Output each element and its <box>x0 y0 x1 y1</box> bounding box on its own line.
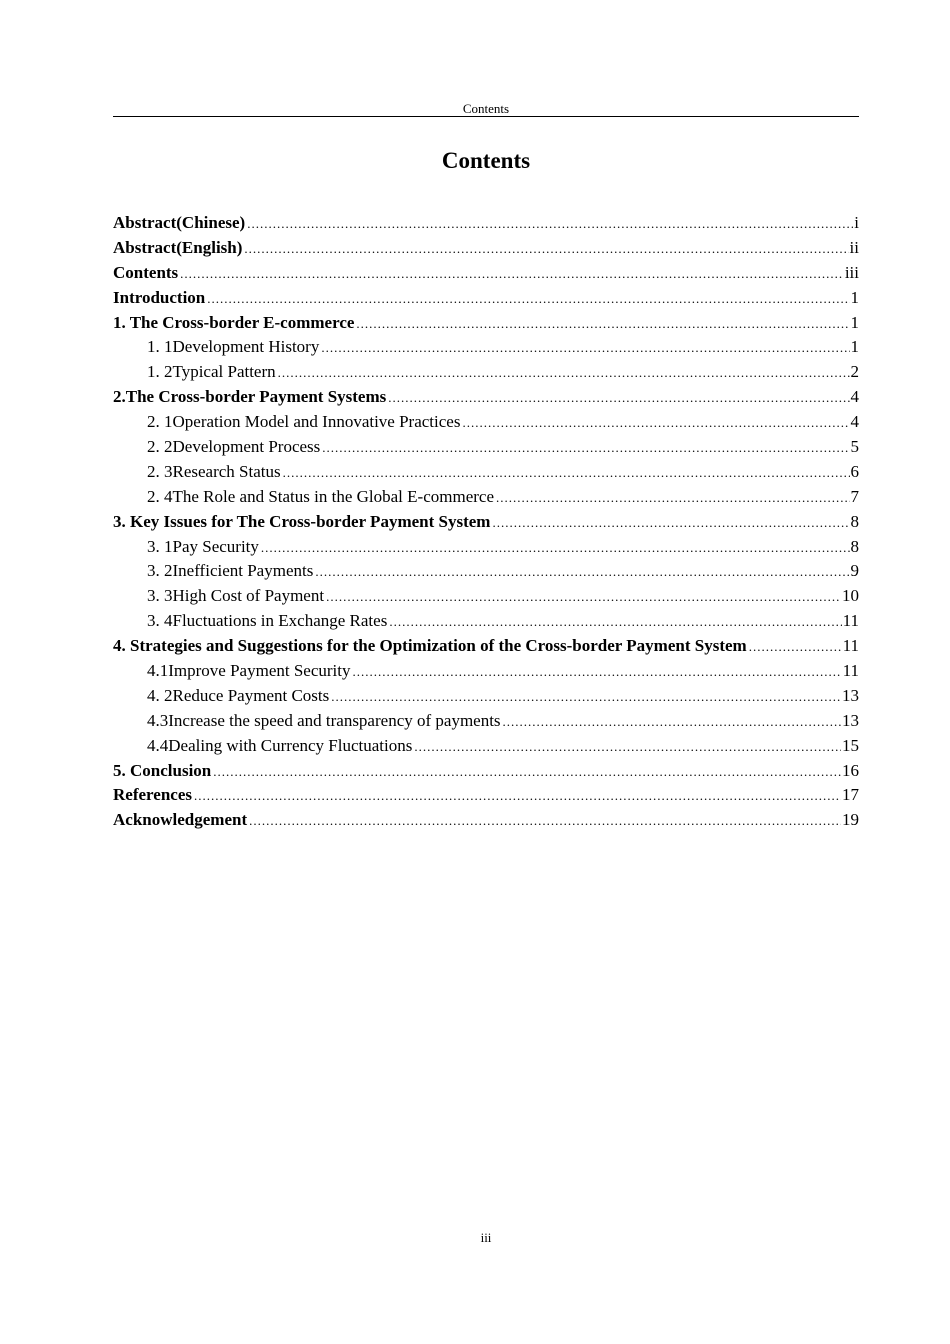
toc-entry-label: 2. 2Development Process <box>147 437 321 457</box>
toc-entry-page: 8 <box>850 536 859 556</box>
toc-dot-leader <box>326 585 841 610</box>
toc-dot-leader <box>213 760 841 785</box>
toc-entry-label: Abstract(English) <box>113 237 243 257</box>
toc-entry-chapter[interactable] <box>113 510 859 535</box>
toc-dot-leader <box>356 312 849 337</box>
running-header: Contents <box>462 101 510 116</box>
toc-dot-leader <box>249 809 841 834</box>
toc-entry-label: 4. 2Reduce Payment Costs <box>147 685 330 705</box>
toc-entry-label: 5. Conclusion <box>113 760 212 780</box>
toc-entry-page: iii <box>844 262 859 282</box>
toc-entry-page: 11 <box>842 611 859 631</box>
toc-entry-chapter[interactable] <box>113 261 859 286</box>
toc-entry-label: 3. 3High Cost of Payment <box>147 586 325 606</box>
toc-dot-leader <box>247 212 853 237</box>
toc-entry-chapter[interactable] <box>113 759 859 784</box>
toc-entry-section[interactable] <box>113 460 859 485</box>
toc-entry-section[interactable] <box>113 734 859 759</box>
toc-entry-label: Abstract(Chinese) <box>113 213 246 232</box>
toc-entry-chapter[interactable] <box>113 211 859 236</box>
toc-entry-section[interactable] <box>113 410 859 435</box>
toc-entry-page: 11 <box>842 661 859 681</box>
toc-dot-leader <box>194 784 841 809</box>
toc-entry-label: 3. Key Issues for The Cross-border Payment System <box>113 511 491 531</box>
toc-dot-leader <box>315 560 849 585</box>
toc-dot-leader <box>492 511 849 536</box>
toc-entry-section[interactable] <box>113 659 859 684</box>
toc-entry-page: 10 <box>842 586 859 606</box>
toc-dot-leader <box>207 287 849 312</box>
toc-dot-leader <box>749 635 842 660</box>
toc-entry-chapter[interactable] <box>113 783 859 808</box>
toc-entry-label: 2. 3Research Status <box>147 461 281 481</box>
toc-dot-leader <box>331 685 841 710</box>
toc-dot-leader <box>244 237 848 262</box>
toc-entry-page: 9 <box>850 561 859 581</box>
toc-dot-leader <box>353 660 842 685</box>
toc-entry-label: 1. The Cross-border E-commerce <box>113 312 355 332</box>
toc-entry-chapter[interactable] <box>113 385 859 410</box>
table-of-contents <box>113 211 859 833</box>
toc-entry-page: 5 <box>850 437 859 457</box>
toc-entry-section[interactable] <box>113 584 859 609</box>
toc-entry-chapter[interactable] <box>113 634 859 659</box>
toc-entry-page: 4 <box>850 412 859 432</box>
toc-entry-section[interactable] <box>113 485 859 510</box>
toc-entry-page: 13 <box>842 685 859 705</box>
toc-entry-label: 1. 1Development History <box>147 337 320 357</box>
toc-entry-page: 1 <box>850 337 859 357</box>
toc-dot-leader <box>462 411 849 436</box>
toc-entry-label: 3. 1Pay Security <box>147 536 259 556</box>
toc-entry-page: i <box>854 213 859 232</box>
toc-entry-page: 2 <box>850 362 859 382</box>
toc-entry-section[interactable] <box>113 684 859 709</box>
toc-entry-section[interactable] <box>113 609 859 634</box>
toc-dot-leader <box>180 262 844 287</box>
toc-entry-section[interactable] <box>113 535 859 560</box>
toc-entry-page: 1 <box>850 287 859 307</box>
toc-entry-page: 16 <box>842 760 859 780</box>
toc-dot-leader <box>283 461 850 486</box>
toc-entry-page: 7 <box>850 486 859 506</box>
toc-dot-leader <box>503 710 841 735</box>
toc-dot-leader <box>278 361 850 386</box>
toc-entry-label: 3. 4Fluctuations in Exchange Rates <box>147 611 388 631</box>
toc-dot-leader <box>322 436 849 461</box>
toc-entry-section[interactable] <box>113 335 859 360</box>
toc-dot-leader <box>321 336 849 361</box>
toc-dot-leader <box>389 610 841 635</box>
toc-entry-label: 4.1Improve Payment Security <box>147 661 351 681</box>
toc-entry-section[interactable] <box>113 360 859 385</box>
page-number: iii <box>480 1230 492 1245</box>
toc-entry-page: 13 <box>842 710 859 730</box>
toc-entry-page: 8 <box>850 511 859 531</box>
toc-entry-label: 2.The Cross-border Payment Systems <box>113 387 387 407</box>
toc-entry-label: 2. 1Operation Model and Innovative Practices <box>147 412 461 432</box>
toc-entry-chapter[interactable] <box>113 236 859 261</box>
toc-dot-leader <box>261 536 850 561</box>
toc-entry-page: ii <box>849 237 859 257</box>
toc-entry-label: Contents <box>113 262 179 282</box>
toc-entry-page: 11 <box>842 636 859 656</box>
toc-entry-section[interactable] <box>113 709 859 734</box>
toc-entry-chapter[interactable] <box>113 286 859 311</box>
toc-entry-section[interactable] <box>113 435 859 460</box>
toc-entry-page: 19 <box>842 810 859 830</box>
toc-entry-label: Introduction <box>113 287 206 307</box>
toc-entry-chapter[interactable] <box>113 311 859 336</box>
toc-entry-section[interactable] <box>113 559 859 584</box>
toc-entry-label: 1. 2Typical Pattern <box>147 362 276 382</box>
toc-entry-page: 4 <box>850 387 859 407</box>
toc-entry-page: 1 <box>850 312 859 332</box>
toc-entry-label: 2. 4The Role and Status in the Global E-commerce <box>147 486 494 506</box>
toc-dot-leader <box>388 386 849 411</box>
toc-entry-page: 6 <box>850 461 859 481</box>
toc-entry-label: 4.4Dealing with Currency Fluctuations <box>147 735 413 755</box>
toc-entry-page: 17 <box>842 785 859 805</box>
header-rule <box>113 116 859 117</box>
toc-entry-page: 15 <box>842 735 859 755</box>
toc-dot-leader <box>414 735 841 760</box>
toc-entry-label: 4. Strategies and Suggestions for the Optimization of the Cross-border Payment System <box>113 636 747 656</box>
toc-entry-label: 3. 2Inefficient Payments <box>147 561 314 581</box>
toc-entry-chapter[interactable] <box>113 808 859 833</box>
toc-entry-label: 4.3Increase the speed and transparency of payments <box>147 710 501 730</box>
page-title: Contents <box>441 148 531 173</box>
toc-dot-leader <box>496 486 850 511</box>
toc-entry-label: Acknowledgement <box>113 810 248 830</box>
toc-entry-label: References <box>113 785 192 805</box>
